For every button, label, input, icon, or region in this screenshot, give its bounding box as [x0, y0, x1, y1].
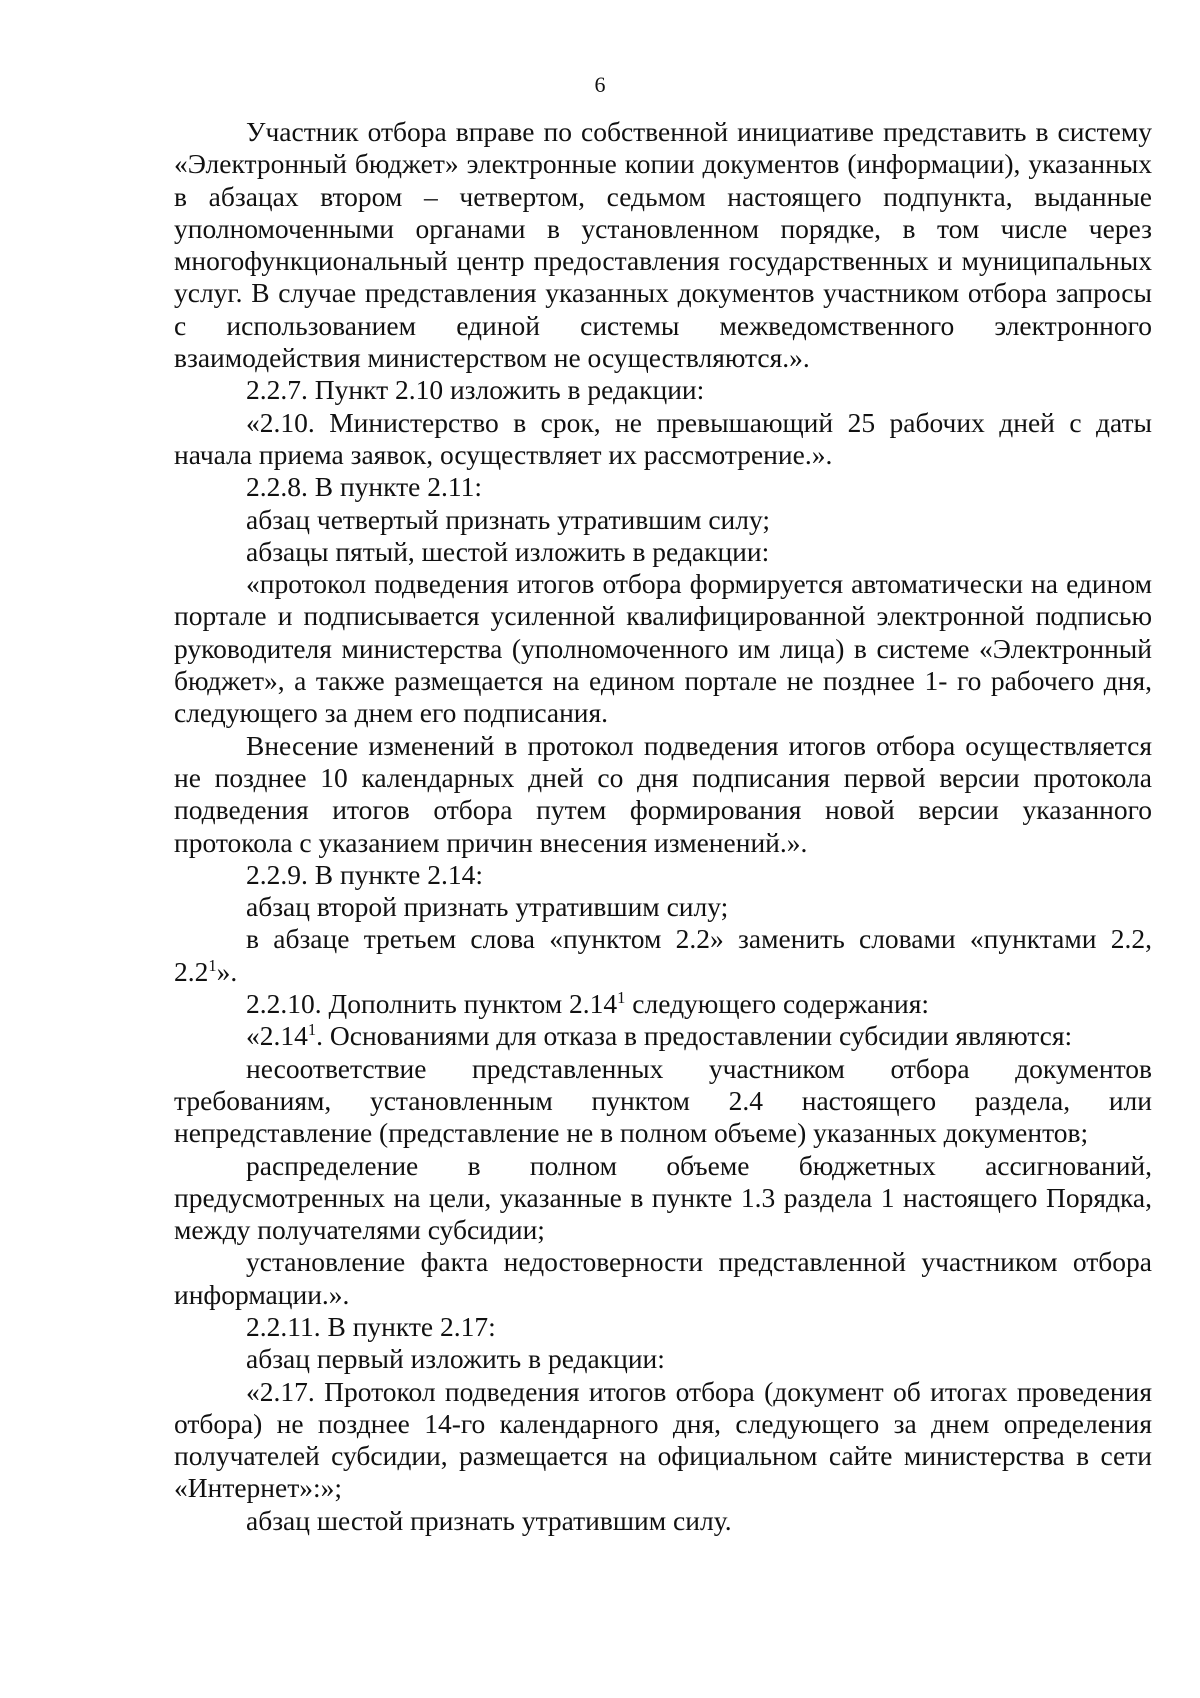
paragraph-abzac-6: абзац шестой признать утратившим силу. [246, 1504, 732, 1536]
paragraph-2-2-7: 2.2.7. Пункт 2.10 изложить в редакции: [246, 374, 705, 406]
paragraph-abzacy-5-6: абзацы пятый, шестой изложить в редакции: [246, 535, 770, 567]
paragraph-refusal-3: установление факта недостоверности представленной участником отбора информации.». [174, 1246, 1152, 1310]
paragraph-protocol-changes: Внесение изменений в протокол подведения итогов отбора осуществляется не позднее 10 календарных дней со дня подписания первой версии протокола подведения итогов отбора путем формирования новой версии указанного протокола с указанием причин внесения изменений.». [174, 729, 1152, 858]
paragraph-refusal-2: распределение в полном объеме бюджетных ассигнований, предусмотренных на цели, указанные в пункте 1.3 раздела 1 настоящего Порядка, между получателями субсидии; [174, 1149, 1152, 1246]
paragraph-refusal-1: несоответствие представленных участником отбора документов требованиям, установленным пунктом 2.4 настоящего раздела, или непредставление (представление не в полном объеме) указанных документов; [174, 1052, 1152, 1149]
document-body [174, 116, 1152, 1537]
paragraph-2-17-text: «2.17. Протокол подведения итогов отбора (документ об итогах проведения отбора) не позднее 14-го календарного дня, следующего за днем определения получателей субсидии, размещается на официальном сайте министерства в сети «Интернет»:»; [174, 1375, 1152, 1504]
page-number: 6 [594, 72, 606, 97]
paragraph-electronic-budget: Участник отбора вправе по собственной инициативе представить в систему «Электронный бюджет» электронные копии документов (информации), указанных в абзацах втором – четвертом, седьмом настоящего подпункта, выданные уполномоченными органами в установленном порядке, в том числе через многофункциональный центр предоставления государственных и муниципальных услуг. В случае представления указанных документов участником отбора запросы с использованием единой системы межведомственного электронного взаимодействия министерством не осуществляются.». [174, 116, 1152, 374]
paragraph-2-2-9: 2.2.9. В пункте 2.14: [246, 858, 484, 890]
superscript: 1 [617, 987, 626, 1007]
paragraph-protocol: «протокол подведения итогов отбора формируется автоматически на едином портале и подписывается усиленной квалифицированной электронной подписью руководителя министерства (уполномоченного им лица) в системе «Электронный бюджет», а также размещается на едином портале не позднее 1- го рабочего дня, следующего за днем его подписания. [174, 568, 1152, 729]
paragraph-2-2-8: 2.2.8. В пункте 2.11: [246, 471, 482, 503]
paragraph-abzac-2: абзац второй признать утратившим силу; [246, 891, 729, 923]
paragraph-2-14-1: «2.14$^1$. Основаниями для отказа в предоставлении субсидии являются: [246, 1020, 1073, 1052]
superscript: 1 [307, 1020, 317, 1040]
paragraph-2-2-11: 2.2.11. В пункте 2.17: [246, 1310, 496, 1342]
paragraph-abzac-4: абзац четвертый признать утратившим силу; [246, 503, 771, 535]
paragraph-2-2-10: 2.2.10. Дополнить пунктом 2.14$^1$ следующего содержания: [246, 987, 929, 1020]
paragraph-2-10-text: «2.10. Министерство в срок, не превышающий 25 рабочих дней с даты начала приема заявок, осуществляет их рассмотрение.». [174, 406, 1152, 470]
paragraph-abzac-3-words: в абзаце третьем слова «пунктом 2.2» заменить словами «пунктами 2.2, $2.2^1$». [174, 923, 1152, 987]
superscript: 1 [208, 955, 217, 975]
paragraph-abzac-1: абзац первый изложить в редакции: [246, 1343, 665, 1375]
